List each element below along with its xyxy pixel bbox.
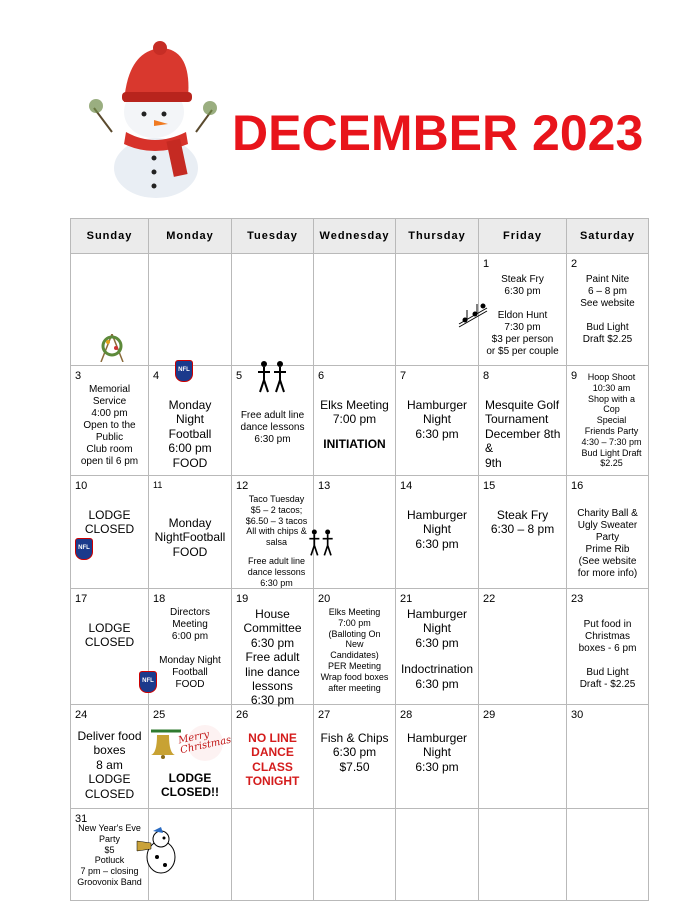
day-number: 24 — [75, 709, 88, 721]
event-monday-night-football: Monday NightFootball FOOD — [154, 516, 226, 559]
day-number: 26 — [236, 709, 249, 721]
day-cell-12[interactable] — [232, 476, 314, 589]
day-cell-9[interactable] — [567, 366, 649, 476]
day-cell-empty — [396, 809, 479, 901]
merry-christmas-text: Merry Christmas — [177, 729, 233, 757]
event-deliver-food-boxes: Deliver food boxes 8 am LODGE CLOSED — [77, 729, 142, 801]
event-taco-tuesday: Taco Tuesday $5 – 2 tacos; $6.50 – 3 tacos All with chips & salsa Free adult line dance lessons 6:30 pm — [245, 494, 308, 588]
day-number: 22 — [483, 593, 496, 605]
day-cell-22[interactable] — [479, 589, 567, 705]
day-cell-empty — [149, 809, 232, 901]
day-cell-29[interactable] — [479, 705, 567, 809]
day-cell-15[interactable] — [479, 476, 567, 589]
line-dancers-icon — [254, 358, 290, 394]
day-number: 1 — [483, 258, 490, 270]
day-cell-23[interactable] — [567, 589, 649, 705]
day-cell-8[interactable] — [479, 366, 567, 476]
week-row — [71, 254, 649, 366]
day-number: 30 — [571, 709, 584, 721]
day-cell-7[interactable] — [396, 366, 479, 476]
event-no-line-dance: NO LINE DANCE CLASS TONIGHT — [245, 731, 300, 789]
day-number: 9 — [571, 370, 578, 382]
day-cell-31[interactable] — [71, 809, 149, 901]
line-dancers-icon — [306, 526, 336, 558]
day-number: 23 — [571, 593, 584, 605]
day-cell-5[interactable] — [232, 366, 314, 476]
weekday-sunday: Sunday — [71, 219, 149, 254]
day-number: 12 — [236, 480, 249, 492]
event-mesquite-golf: Mesquite Golf Tournament December 8th & 9th — [485, 398, 561, 470]
day-cell-empty — [567, 809, 649, 901]
day-cell-empty — [314, 254, 396, 366]
day-cell-17[interactable] — [71, 589, 149, 705]
day-number: 11 — [153, 480, 163, 490]
day-cell-6[interactable] — [314, 366, 396, 476]
day-number: 20 — [318, 593, 331, 605]
event-elks-meeting: Elks Meeting 7:00 pm (Balloting On New Candidates) PER Meeting Wrap food boxes after meeting — [320, 607, 389, 693]
day-cell-28[interactable] — [396, 705, 479, 809]
day-number: 3 — [75, 370, 82, 382]
day-cell-27[interactable] — [314, 705, 396, 809]
weekday-header-row — [71, 219, 649, 254]
event-hoop-shoot: Hoop Shoot 10:30 am Shop with a Cop Special Friends Party 4:30 – 7:30 pm Bud Light Draft $2.25 — [581, 372, 642, 469]
page-title: DECEMBER 2023 — [232, 105, 644, 161]
week-row — [71, 366, 649, 476]
event-steak-fry: Steak Fry 6:30 – 8 pm — [490, 508, 555, 537]
day-number: 27 — [318, 709, 331, 721]
event-lodge-closed: LODGE CLOSED!! — [161, 771, 219, 800]
event-new-years-eve: New Year's Eve Party $5 Potluck 7 pm – closing Groovonix Band — [77, 823, 142, 887]
day-number: 29 — [483, 709, 496, 721]
day-number: 25 — [153, 709, 166, 721]
event-christmas-boxes: Put food in Christmas boxes - 6 pm Bud Light Draft - $2.25 — [578, 619, 637, 690]
day-number: 31 — [75, 813, 88, 825]
day-cell-10[interactable] — [71, 476, 149, 589]
day-number: 7 — [400, 370, 407, 382]
day-cell-26[interactable] — [232, 705, 314, 809]
event-steak-fry: Steak Fry 6:30 pm Eldon Hunt 7:30 pm $3 per person or $5 per couple — [486, 274, 559, 357]
event-lodge-closed: LODGE CLOSED — [84, 508, 135, 537]
wreath-easel-icon — [97, 334, 127, 362]
day-number: 16 — [571, 480, 584, 492]
day-number: 18 — [153, 593, 166, 605]
day-number: 6 — [318, 370, 325, 382]
day-number: 17 — [75, 593, 88, 605]
nfl-logo-icon — [75, 538, 93, 560]
day-number: 19 — [236, 593, 249, 605]
day-cell-empty — [71, 254, 149, 366]
week-row — [71, 589, 649, 705]
day-number: 2 — [571, 258, 578, 270]
event-house-committee: House Committee 6:30 pm Free adult line dance lessons 6:30 pm — [243, 607, 302, 708]
day-number: 21 — [400, 593, 413, 605]
event-paint-nite: Paint Nite 6 – 8 pm See website Bud Light Draft $2.25 — [580, 274, 635, 345]
calendar-grid — [70, 218, 649, 901]
day-number: 4 — [153, 370, 160, 382]
event-hamburger-night: Hamburger Night 6:30 pm — [406, 508, 468, 551]
day-cell-empty — [232, 809, 314, 901]
day-cell-3[interactable] — [71, 366, 149, 476]
event-elks-meeting: Elks Meeting 7:00 pm INITIATION — [320, 398, 389, 451]
day-cell-empty — [479, 809, 567, 901]
day-cell-13[interactable] — [314, 476, 396, 589]
day-number: 14 — [400, 480, 413, 492]
day-number: 10 — [75, 480, 88, 492]
event-directors-meeting: Directors Meeting 6:00 pm Monday Night Football FOOD — [159, 607, 221, 690]
weekday-monday: Monday — [149, 219, 232, 254]
day-cell-30[interactable] — [567, 705, 649, 809]
event-hamburger-night: Hamburger Night 6:30 pm — [406, 731, 468, 774]
weekday-saturday: Saturday — [567, 219, 649, 254]
nfl-logo-icon — [175, 360, 193, 382]
day-cell-18[interactable] — [149, 589, 232, 705]
day-number: 8 — [483, 370, 490, 382]
event-hamburger-night: Hamburger Night 6:30 pm — [406, 398, 468, 441]
day-number: 28 — [400, 709, 413, 721]
event-monday-night-football: Monday Night Football 6:00 pm FOOD — [168, 398, 212, 470]
day-cell-empty — [149, 254, 232, 366]
day-cell-11[interactable] — [149, 476, 232, 589]
event-hamburger-night: Hamburger Night 6:30 pm Indoctrination 6:30 pm — [400, 607, 474, 691]
day-cell-empty — [314, 809, 396, 901]
weekday-friday: Friday — [479, 219, 567, 254]
event-lodge-closed: LODGE CLOSED — [84, 621, 135, 650]
day-cell-24[interactable] — [71, 705, 149, 809]
week-row — [71, 705, 649, 809]
day-cell-14[interactable] — [396, 476, 479, 589]
merry-christmas-banner — [145, 721, 233, 765]
day-cell-empty — [232, 254, 314, 366]
day-number: 13 — [318, 480, 331, 492]
day-cell-25[interactable] — [149, 705, 232, 809]
weekday-wednesday: Wednesday — [314, 219, 396, 254]
week-row — [71, 476, 649, 589]
day-cell-16[interactable] — [567, 476, 649, 589]
event-charity-ball: Charity Ball & Ugly Sweater Party Prime Rib (See website for more info) — [577, 508, 638, 579]
event-fish-and-chips: Fish & Chips 6:30 pm $7.50 — [320, 731, 389, 774]
day-number: 15 — [483, 480, 496, 492]
day-cell-19[interactable] — [232, 589, 314, 708]
weekday-thursday: Thursday — [396, 219, 479, 254]
event-memorial-service: Memorial Service 4:00 pm Open to the Public Club room open til 6 pm — [80, 384, 139, 467]
week-row — [71, 809, 649, 901]
day-cell-2[interactable] — [567, 254, 649, 366]
day-number: 5 — [236, 370, 243, 382]
day-cell-4[interactable] — [149, 366, 232, 476]
day-cell-21[interactable] — [396, 589, 479, 705]
day-cell-1[interactable] — [479, 254, 567, 366]
snowman-illustration — [88, 40, 218, 198]
event-line-dance-lessons: Free adult line dance lessons 6:30 pm — [240, 410, 305, 445]
weekday-tuesday: Tuesday — [232, 219, 314, 254]
day-cell-20[interactable] — [314, 589, 396, 705]
